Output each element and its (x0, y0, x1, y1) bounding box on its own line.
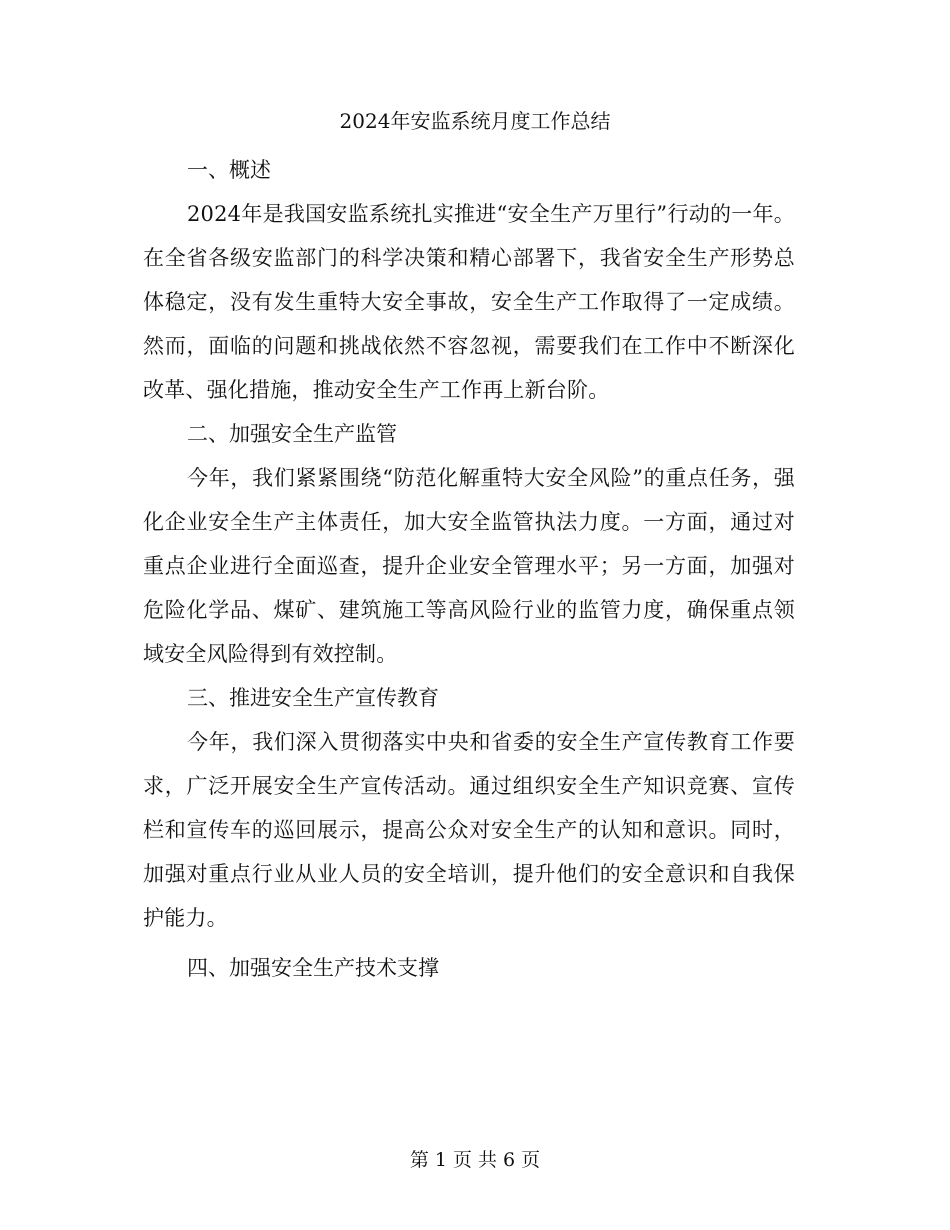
section-heading-education: 三、推进安全生产宣传教育 (187, 686, 439, 710)
page-number-footer: 第 1 页 共 6 页 (409, 1149, 541, 1171)
section-heading-technology: 四、加强安全生产技术支撑 (187, 956, 439, 980)
section-paragraph-education: 今年，我们深入贯彻落实中央和省委的安全生产宣传教育工作要求，广泛开展安全生产宣传活动。通过组织安全生产知识竞赛、宣传栏和宣传车的巡回展示，提高公众对安全生产的认知和意识。同时，加强对重点行业从业人员的安全培训，提升他们的安全意识和自我保护能力。 (143, 730, 795, 930)
section-paragraph-overview: 2024年是我国安监系统扎实推进“安全生产万里行”行动的一年。在全省各级安监部门的科学决策和精心部署下，我省安全生产形势总体稳定，没有发生重特大安全事故，安全生产工作取得了一定成绩。然而，面临的问题和挑战依然不容忽视，需要我们在工作中不断深化改革、强化措施，推动安全生产工作再上新台阶。 (143, 202, 795, 402)
document-body (143, 148, 795, 990)
document-title: 2024年安监系统月度工作总结 (339, 109, 611, 133)
section-paragraph-supervision: 今年，我们紧紧围绕“防范化解重特大安全风险”的重点任务，强化企业安全生产主体责任，加大安全监管执法力度。一方面，通过对重点企业进行全面巡查，提升企业安全管理水平；另一方面，加强对危险化学品、煤矿、建筑施工等高风险行业的监管力度，确保重点领域安全风险得到有效控制。 (143, 466, 795, 666)
section-heading-overview: 一、概述 (187, 158, 271, 182)
section-heading-supervision: 二、加强安全生产监管 (187, 422, 397, 446)
